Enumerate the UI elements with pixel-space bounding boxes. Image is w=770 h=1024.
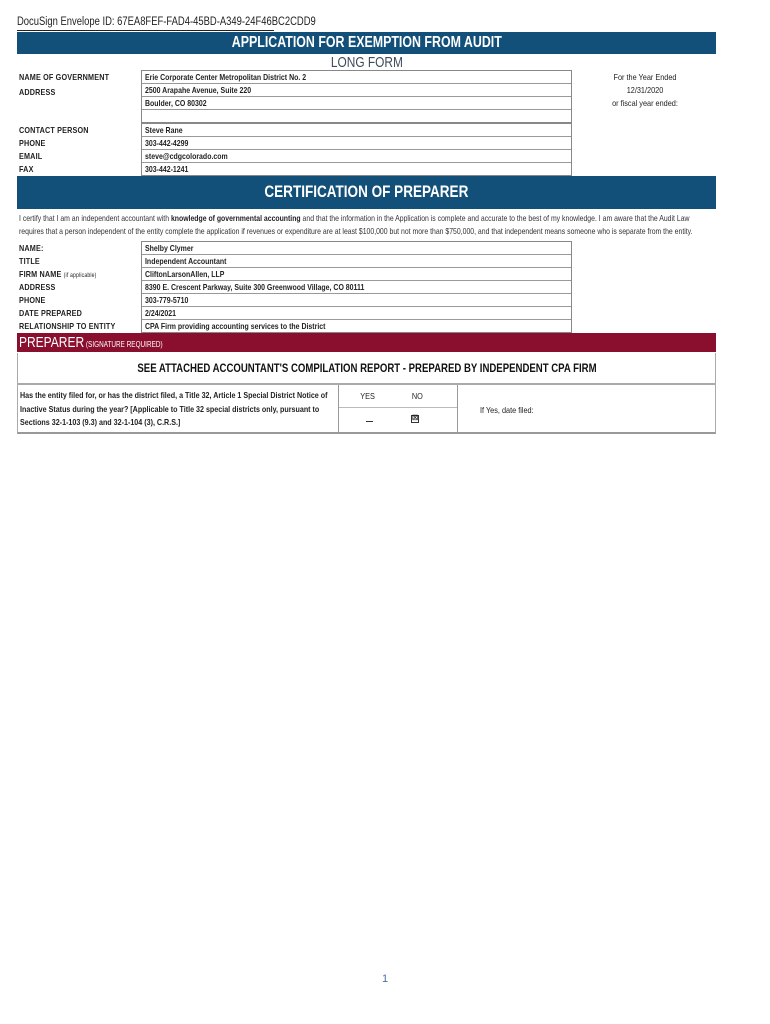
year-ended-label: For the Year Ended bbox=[613, 72, 677, 82]
yes-no-divider bbox=[339, 407, 457, 408]
certification-text-before: I certify that I am an independent accountant with bbox=[19, 213, 171, 223]
government-name-label: NAME OF GOVERNMENT bbox=[19, 72, 110, 82]
preparer-firm-label-text: FIRM NAME bbox=[19, 269, 62, 279]
government-address1-row[interactable] bbox=[142, 84, 571, 97]
government-address2-row[interactable] bbox=[142, 97, 571, 110]
form-title-bar bbox=[17, 32, 716, 54]
contact-fax-label: FAX bbox=[19, 164, 34, 174]
preparer-address-row[interactable] bbox=[142, 281, 571, 294]
no-checkbox[interactable] bbox=[411, 415, 419, 423]
no-label: NO bbox=[411, 391, 423, 401]
preparer-phone-row[interactable] bbox=[142, 294, 571, 307]
form-title: APPLICATION FOR EXEMPTION FROM AUDIT bbox=[231, 34, 502, 51]
preparer-firm-row[interactable] bbox=[142, 268, 571, 281]
government-address3-row[interactable] bbox=[142, 110, 571, 123]
certification-bar bbox=[17, 176, 716, 209]
preparer-date-label: DATE PREPARED bbox=[19, 308, 82, 318]
government-name-row[interactable] bbox=[142, 71, 571, 84]
envelope-id: DocuSign Envelope ID: 67EA8FEF-FAD4-45BD-A349-24F46BC2CDD9 bbox=[17, 16, 316, 28]
preparer-relationship-label: RELATIONSHIP TO ENTITY bbox=[19, 321, 116, 331]
signature-required-note: (SIGNATURE REQUIRED) bbox=[84, 340, 163, 349]
yes-no-group bbox=[338, 385, 458, 433]
preparer-address-label: ADDRESS bbox=[19, 282, 56, 292]
if-yes-date-label: If Yes, date filed: bbox=[480, 405, 534, 415]
preparer-firm-label bbox=[19, 269, 97, 279]
envelope-underline bbox=[17, 30, 274, 31]
contact-fax: 303-442-1241 bbox=[145, 164, 189, 174]
contact-person-label: CONTACT PERSON bbox=[19, 125, 89, 135]
contact-phone-label: PHONE bbox=[19, 138, 46, 148]
preparer-signature-bar[interactable] bbox=[17, 333, 716, 352]
fiscal-year-label: or fiscal year ended: bbox=[612, 98, 678, 108]
contact-phone-row[interactable] bbox=[142, 137, 571, 150]
preparer-firm-label-small: (if applicable) bbox=[63, 273, 97, 279]
contact-fax-row[interactable] bbox=[142, 163, 571, 176]
preparer-phone: 303-779-5710 bbox=[145, 295, 189, 305]
preparer-name: Shelby Clymer bbox=[145, 243, 194, 253]
preparer-box bbox=[141, 241, 572, 333]
form-subtitle bbox=[17, 55, 716, 71]
preparer-signature-title: PREPARER bbox=[19, 334, 85, 351]
contact-phone: 303-442-4299 bbox=[145, 138, 189, 148]
page-number: 1 bbox=[381, 973, 389, 985]
government-address1: 2500 Arapahe Avenue, Suite 220 bbox=[145, 85, 252, 95]
contact-email-row[interactable] bbox=[142, 150, 571, 163]
preparer-signature-label bbox=[19, 333, 163, 354]
preparer-relationship: CPA Firm providing accounting services to the District bbox=[145, 321, 326, 331]
preparer-name-row[interactable] bbox=[142, 242, 571, 255]
contact-person: Steve Rane bbox=[145, 125, 183, 135]
contact-email-label: EMAIL bbox=[19, 151, 43, 161]
yes-label: YES bbox=[360, 391, 375, 401]
preparer-name-label: NAME: bbox=[19, 243, 44, 253]
preparer-address: 8390 E. Crescent Parkway, Suite 300 Greenwood Village, CO 80111 bbox=[145, 282, 365, 292]
attached-report-text: SEE ATTACHED ACCOUNTANT'S COMPILATION REPORT - PREPARED BY INDEPENDENT CPA FIRM bbox=[136, 361, 597, 375]
year-block bbox=[575, 71, 715, 110]
preparer-phone-label: PHONE bbox=[19, 295, 46, 305]
certification-heading: CERTIFICATION OF PREPARER bbox=[264, 183, 469, 201]
inactive-status-box bbox=[17, 384, 716, 434]
preparer-relationship-row[interactable] bbox=[142, 320, 571, 333]
yes-checkbox[interactable] bbox=[366, 415, 373, 422]
government-address2: Boulder, CO 80302 bbox=[145, 98, 207, 108]
form-subtitle-text: LONG FORM bbox=[330, 55, 403, 71]
preparer-title-row[interactable] bbox=[142, 255, 571, 268]
year-ended-value: 12/31/2020 bbox=[626, 85, 664, 95]
government-box bbox=[141, 70, 572, 123]
preparer-firm: CliftonLarsonAllen, LLP bbox=[145, 269, 225, 279]
contact-person-row[interactable] bbox=[142, 124, 571, 137]
preparer-date-row[interactable] bbox=[142, 307, 571, 320]
government-name: Erie Corporate Center Metropolitan District No. 2 bbox=[145, 72, 307, 82]
attached-report-note bbox=[17, 353, 716, 384]
certification-text-bold: knowledge of governmental accounting bbox=[170, 213, 301, 223]
preparer-title-label: TITLE bbox=[19, 256, 40, 266]
contact-box bbox=[141, 123, 572, 176]
preparer-date: 2/24/2021 bbox=[145, 308, 177, 318]
no-checkbox-mark: ☒ bbox=[412, 415, 419, 422]
preparer-title: Independent Accountant bbox=[145, 256, 227, 266]
contact-email: steve@cdgcolorado.com bbox=[145, 151, 228, 161]
inactive-status-question: Has the entity filed for, or has the district filed, a Title 32, Article 1 Special District Notice of Inactive Status during the year? [Applicable to Title 32 special districts only, pursuant to Sections 32-1-103 (9.3) and 32-1-104 (3), C.R.S.] bbox=[20, 390, 328, 427]
certification-text-after: and that the information in the Application is complete and accurate to the best of my knowledge. I am aware that the Audit Law requires that a person independent of the entity complete the application if revenues or expenditure are at least $100,000 but not more than $750,000, and that independent means someone who is separate from the entity. bbox=[19, 213, 693, 236]
government-address-label: ADDRESS bbox=[19, 87, 56, 97]
certification-statement bbox=[19, 212, 716, 238]
